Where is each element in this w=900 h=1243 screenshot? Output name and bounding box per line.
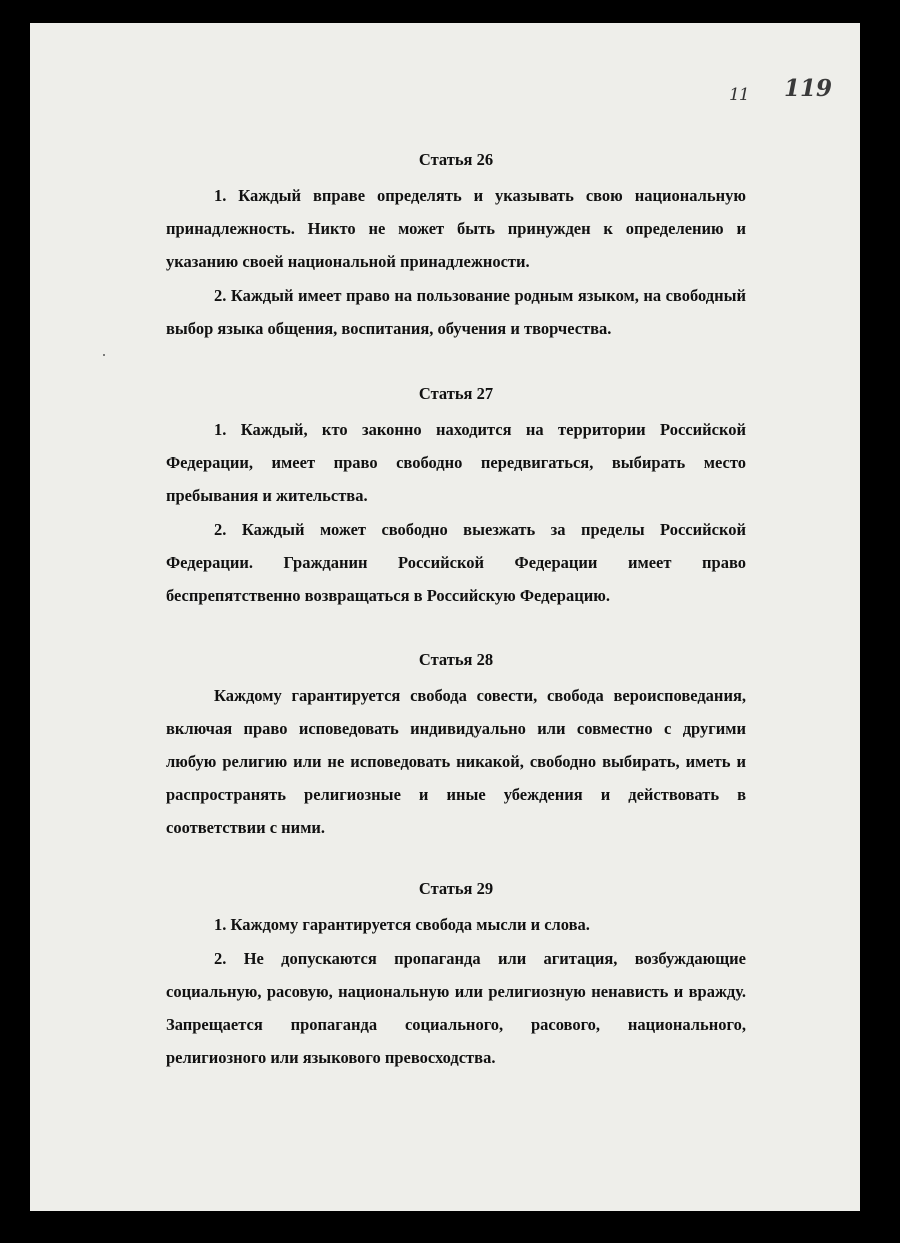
article-29	[166, 878, 746, 1075]
article-heading: Статья 26	[418, 150, 494, 169]
article-26	[166, 149, 746, 346]
article-27	[166, 383, 746, 613]
article-heading: Статья 27	[418, 384, 494, 403]
article-paragraph: 2. Не допускаются пропаганда или агитация, возбуждающие социальную, расовую, национальную или религиозную ненависть и вражду. Запрещается пропаганда социального, расового, национального, религиозного или языкового превосходства.	[166, 949, 746, 1067]
article-heading: Статья 28	[418, 650, 494, 669]
article-paragraph: 2. Каждый имеет право на пользование родным языком, на свободный выбор языка общения, воспитания, обучения и творчества.	[166, 286, 746, 338]
handwritten-page-number: 11	[729, 85, 749, 105]
article-paragraph: Каждому гарантируется свобода совести, свобода вероисповедания, включая право исповедовать индивидуально или совместно с другими любую религию или не исповедовать никакой, свободно выбирать, иметь и распространять религиозные и иные убеждения и действовать в соответствии с ними.	[166, 686, 746, 837]
document-page	[30, 23, 860, 1211]
article-heading: Статья 29	[418, 879, 494, 898]
scan-speck	[103, 354, 105, 356]
article-paragraph: 1. Каждый, кто законно находится на территории Российской Федерации, имеет право свободно передвигаться, выбирать место пребывания и жительства.	[166, 420, 746, 505]
article-28	[166, 649, 746, 845]
article-paragraph: 1. Каждому гарантируется свобода мысли и слова.	[214, 915, 590, 934]
article-paragraph: 2. Каждый может свободно выезжать за пределы Российской Федерации. Гражданин Российской Федерации имеет право беспрепятственно возвращаться в Российскую Федерацию.	[166, 520, 746, 605]
article-paragraph: 1. Каждый вправе определять и указывать свою национальную принадлежность. Никто не может быть принужден к определению и указанию своей национальной принадлежности.	[166, 186, 746, 271]
handwritten-document-number: 119	[784, 75, 833, 102]
